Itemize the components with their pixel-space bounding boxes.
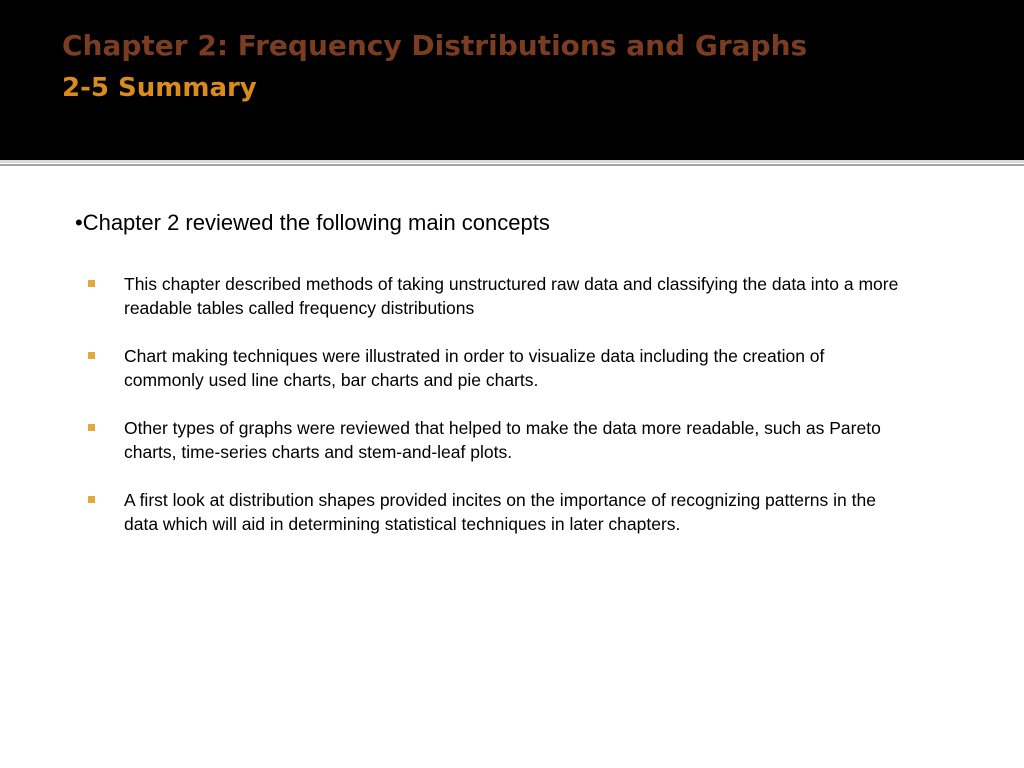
list-item-text: Chart making techniques were illustrated in order to visualize data including the creation of commonly used line charts, bar charts and pie charts. — [124, 346, 825, 390]
square-bullet-icon — [88, 496, 95, 503]
list-item — [0, 344, 904, 392]
intro-text: •Chapter 2 reviewed the following main concepts — [75, 210, 550, 235]
list-item-text: This chapter described methods of taking unstructured raw data and classifying the data into a more readable tables called frequency distributions — [124, 274, 899, 318]
square-bullet-icon — [88, 352, 95, 359]
header-divider-dark — [0, 164, 1024, 166]
square-bullet-icon — [88, 280, 95, 287]
list-item-text: Other types of graphs were reviewed that helped to make the data more readable, such as Pareto charts, time-series charts and stem-and-leaf plots. — [124, 418, 881, 462]
slide-header — [0, 0, 1024, 160]
slide-title: Chapter 2: Frequency Distributions and Graphs — [62, 29, 808, 62]
list-item — [0, 416, 904, 464]
list-item — [0, 272, 904, 320]
header-divider-light — [0, 160, 1024, 163]
square-bullet-icon — [88, 424, 95, 431]
concept-list — [0, 272, 1024, 560]
list-item — [0, 488, 904, 536]
slide-subtitle: 2-5 Summary — [62, 73, 257, 103]
list-item-text: A first look at distribution shapes provided incites on the importance of recognizing patterns in the data which will aid in determining statistical techniques in later chapters. — [124, 490, 876, 534]
